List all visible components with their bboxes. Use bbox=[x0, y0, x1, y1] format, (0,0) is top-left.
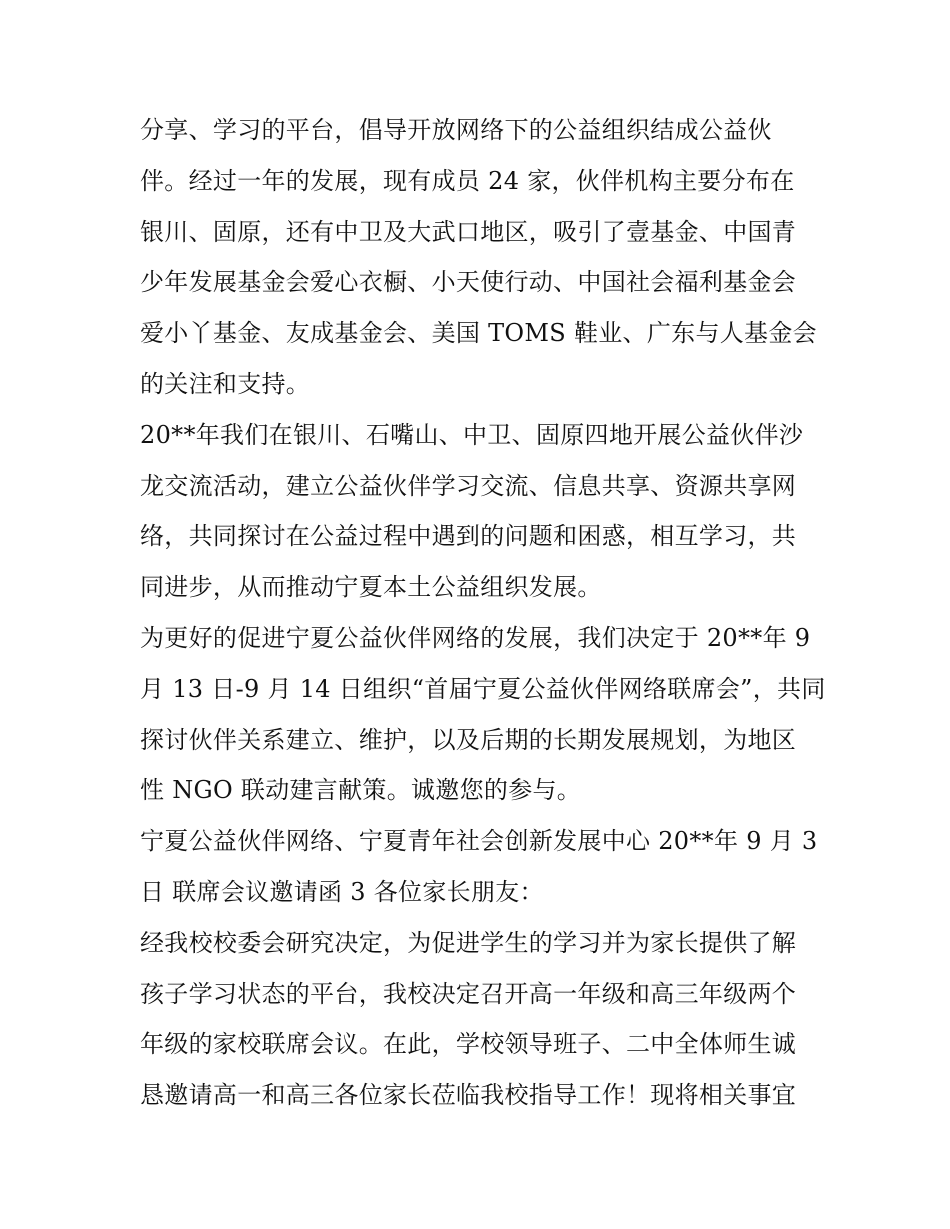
text-line: 少年发展基金会爱心衣橱、小天使行动、中国社会福利基金会 bbox=[140, 268, 797, 297]
text-line: 月 13 日-9 月 14 日组织“首届宁夏公益伙伴网络联席会”，共同 bbox=[140, 674, 826, 703]
text-line: 为更好的促进宁夏公益伙伴网络的发展，我们决定于 20**年 9 bbox=[140, 623, 811, 652]
text-line: 分享、学习的平台，倡导开放网络下的公益组织结成公益伙 bbox=[140, 116, 772, 144]
text-line: 同进步，从而推动宁夏本土公益组织发展。 bbox=[140, 573, 602, 602]
document-body bbox=[140, 105, 826, 1121]
text-line: 爱小丫基金、友成基金会、美国 TOMS 鞋业、广东与人基金会 bbox=[140, 319, 817, 348]
text-line: 20**年我们在银川、石嘴山、中卫、固原四地开展公益伙伴沙 bbox=[140, 420, 804, 449]
text-line: 宁夏公益伙伴网络、宁夏青年社会创新发展中心 20**年 9 月 3 bbox=[140, 827, 818, 856]
text-line: 探讨伙伴关系建立、维护，以及后期的长期发展规划，为地区 bbox=[140, 725, 797, 754]
text-line: 年级的家校联席会议。在此，学校领导班子、二中全体师生诚 bbox=[140, 1030, 797, 1059]
text-line: 经我校校委会研究决定，为促进学生的学习并为家长提供了解 bbox=[140, 928, 797, 957]
text-line: 性 NGO 联动建言献策。诚邀您的参与。 bbox=[140, 776, 582, 805]
text-line: 银川、固原，还有中卫及大武口地区，吸引了壹基金、中国青 bbox=[140, 217, 797, 246]
text-line: 孩子学习状态的平台，我校决定召开高一年级和高三年级两个 bbox=[140, 979, 797, 1008]
text-line: 龙交流活动，建立公益伙伴学习交流、信息共享、资源共享网 bbox=[140, 471, 797, 500]
text-line: 伴。经过一年的发展，现有成员 24 家，伙伴机构主要分布在 bbox=[140, 166, 795, 195]
text-line: 的关注和支持。 bbox=[140, 369, 311, 398]
text-line: 日 联席会议邀请函 3 各位家长朋友： bbox=[140, 877, 544, 906]
text-line: 络，共同探讨在公益过程中遇到的问题和困惑，相互学习，共 bbox=[140, 522, 797, 551]
text-line: 恳邀请高一和高三各位家长莅临我校指导工作！现将相关事宜 bbox=[140, 1081, 797, 1110]
